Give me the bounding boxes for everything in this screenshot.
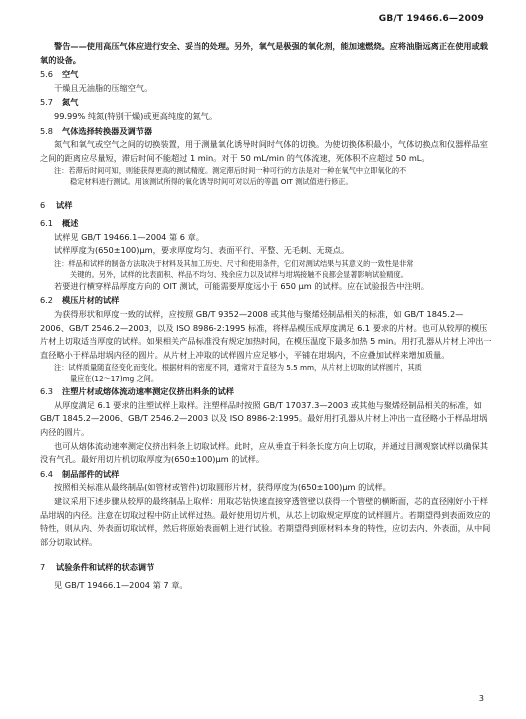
- note-line: 关键的。另外，试样的比表面积、样品不均匀、残余应力以及试样与坩埚接触不良都会显著影响试验精度。: [70, 269, 408, 279]
- section-6-1-para: 试样见 GB/T 19466.1—2004 第 6 章。: [54, 231, 204, 242]
- section-number: 6.4: [40, 468, 54, 479]
- section-6-2-heading: [40, 294, 492, 308]
- section-number: 6: [40, 200, 46, 211]
- section-6-1-heading: [40, 217, 492, 231]
- note-line: 试样质量随直径变化而变化。根据材料的密度不同，通常对于直径为 5.5 mm，从片材上切取的试样圆片，其质: [68, 363, 422, 373]
- section-5-8-note: [40, 165, 492, 187]
- section-number: 6.2: [40, 295, 54, 306]
- section-6-2-para: 为获得形状和厚度一致的试样，应按照 GB/T 9352—2008 或其他与聚烯烃制品相关的标准，如 GB/T 1845.2—2006、GB/T 2546.2—2003，以及 ISO 8986-2:1995 标准，将样品模压成厚度满足 6.1 要求的片材。也可从较厚的模压片材上切取适当厚度的试样。如果相关产品标准没有规定加热时间，在模压温度下最多加热 5 min。用打孔器从片材上冲出一直径略小于样品坩埚内径的圆片。从片材上冲取的试样圆片应足够小，平铺在坩埚内，不应叠加试样来增加质量。: [40, 308, 492, 360]
- section-title: 注塑片材或熔体流动速率测定仪挤出料条的试样: [62, 386, 234, 397]
- section-5-8-body: 氮气和氧气或空气之间的切换装置，用于测量氧化诱导时间时气体的切换。为使切换体积最小，气体切换点和仪器样品室之间的距离应尽量短，滞后时间不能超过 1 min。对于 50 mL/min 的气体流速，死体积不应超过 50 mL。: [40, 139, 488, 163]
- section-5-6-heading: [40, 68, 492, 82]
- note-label: 注：: [54, 166, 69, 176]
- section-title: 模压片材的试样: [62, 295, 120, 306]
- section-7-body: 见 GB/T 19466.1—2004 第 7 章。: [54, 580, 188, 590]
- section-6-1-note: [40, 258, 492, 280]
- section-5-6-body: 干燥且无油脂的压缩空气。: [54, 82, 153, 93]
- section-6-3-heading: [40, 385, 492, 399]
- section-number: 5.7: [40, 97, 54, 108]
- section-number: 6.1: [40, 217, 54, 228]
- section-title: 氮气: [62, 97, 79, 108]
- section-title: 制品部件的试样: [62, 468, 120, 479]
- section-title: 试验条件和试样的状态调节: [56, 562, 155, 573]
- note-label: 注：: [54, 258, 69, 268]
- note-line: 稳定材料进行测试。用该测试所得的氧化诱导时间可对以后的等温 OIT 测试值进行修正。: [70, 177, 353, 187]
- section-6-1-para: 若要进行横穿样品厚度方向的 OIT 测试，可能需要厚度远小于 650 μm 的试样。应在试验报告中注明。: [54, 280, 429, 291]
- section-7-heading: [40, 561, 492, 575]
- note-label: 注：: [54, 363, 69, 373]
- section-number: 7: [40, 562, 46, 573]
- note-line: 量应在(12～17)mg 之间。: [70, 374, 159, 384]
- section-title: 概述: [62, 217, 79, 228]
- section-6-heading: [40, 199, 492, 213]
- note-line: 若滞后时间可知，则能获得更高的测试精度。测定滞后时间一种可行的方法是对一种在氧气中立即氧化的不: [68, 166, 407, 176]
- section-number: 5.8: [40, 125, 54, 136]
- section-6-2-note: [40, 362, 492, 384]
- section-number: 6.3: [40, 386, 54, 397]
- section-6-4-para: 建议采用下述步骤从较厚的最终制品上取样：用取芯钻快速直接穿透管壁以获得一个管壁的横断面，芯的直径刚好小于样品坩埚的内径。注意在切取过程中防止试样过热。最好使用切片机，从芯上切取规定厚度的试样圆片。若期望得到表面效应的特性，则从内、外表面切取试样，然后将原始表面朝上进行试验。若期望得到原材料本身的特性，应切去内、外表面，从中间部分切取试样。: [40, 496, 491, 547]
- section-5-7-heading: [40, 96, 492, 110]
- warning-paragraph: 警告——使用高压气体应进行安全、妥当的处理。另外，氧气是极强的氧化剂，能加速燃烧。应将油脂远离正在使用或载氧的设备。: [40, 41, 488, 65]
- section-number: 5.6: [40, 69, 54, 80]
- section-5-7-body: 99.99% 纯氮(特别干燥)或更高纯度的氮气。: [54, 110, 218, 121]
- section-6-4-para: 按照相关标准从最终制品(如管材或管件)切取圆形片材，获得厚度为(650±100)μm 的试样。: [54, 482, 391, 493]
- section-title: 空气: [62, 69, 79, 80]
- page-number: 3: [478, 694, 484, 703]
- section-6-4-heading: [40, 468, 492, 482]
- section-title: 气体选择转换器及调节器: [62, 125, 153, 136]
- note-line: 样品和试样的制备方法取决于材料及其加工历史、尺寸和使用条件，它们对测试结果与其意义的一致性是非常: [68, 258, 414, 268]
- section-title: 试样: [56, 200, 73, 211]
- section-6-3-para: 从厚度满足 6.1 要求的注塑试样上取样。注塑样品时按照 GB/T 17037.3—2003 或其他与聚烯烃制品相关的标准，如 GB/T 1845.2—2006、GB/T 2546.2—2003 以及 ISO 8986-2:1995。最好用打孔器从片材上冲出一直径略小于样品坩埚内径的圆片。: [40, 399, 488, 438]
- document-header: GB/T 19466.6—2009: [378, 14, 484, 24]
- page-body: [40, 40, 492, 593]
- section-5-8-heading: [40, 125, 492, 139]
- section-6-3-para: 也可从熔体流动速率测定仪挤出料条上切取试样。此时，应从垂直于料条长度方向上切取，并通过目测观察试样以确保其没有气孔。最好用切片机切取厚度为(650±100)μm 的试样。: [40, 440, 488, 465]
- section-6-1-para: 试样厚度为(650±100)μm，要求厚度均匀、表面平行、平整、无毛刺、无斑点。: [54, 245, 350, 256]
